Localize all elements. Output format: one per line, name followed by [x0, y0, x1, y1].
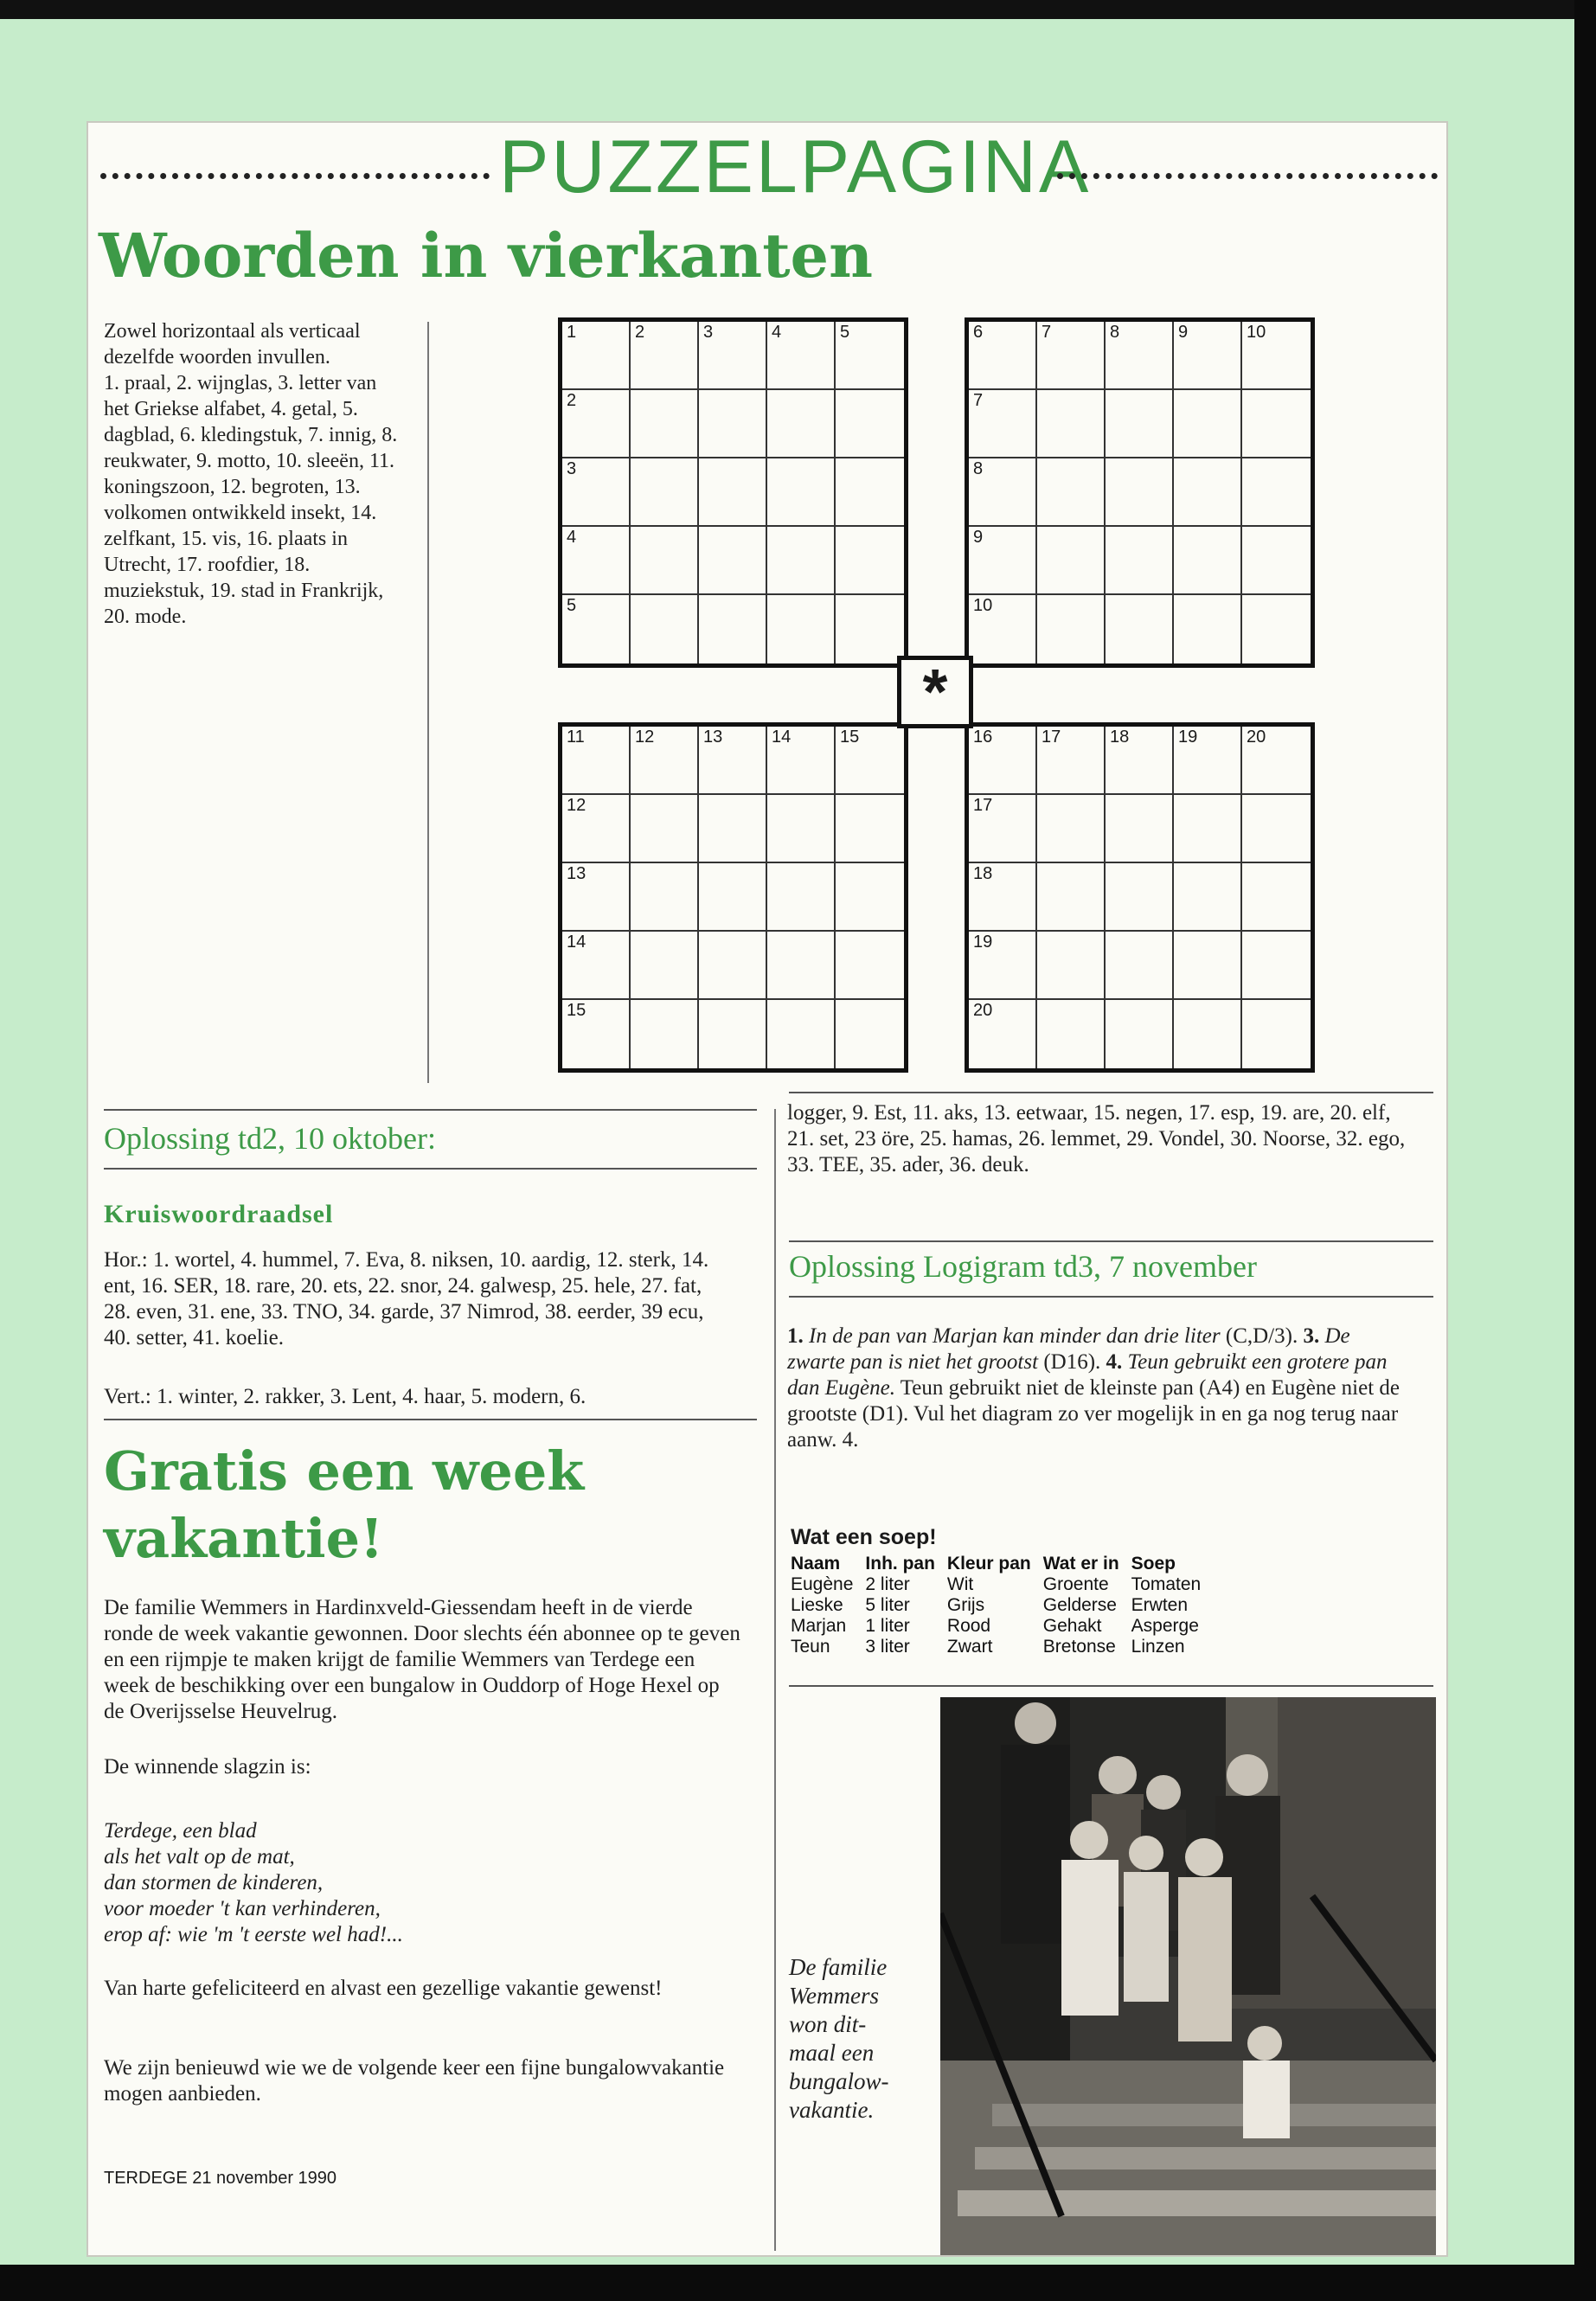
clue-number: 1: [567, 323, 577, 342]
step-text: De zwarte pan is niet het grootst: [787, 1324, 1350, 1374]
column-header: Inh. pan: [865, 1554, 935, 1574]
grid-cell: [562, 795, 631, 863]
grid-cell: [1174, 795, 1242, 863]
puzzle-instructions-text: Zowel horizontaal als verticaal dezelfde woorden invullen.: [104, 320, 361, 369]
clue-number: 7: [1042, 323, 1052, 342]
divider: [789, 1685, 1433, 1687]
grid-cell: [1174, 1000, 1242, 1068]
clue-number: 14: [772, 727, 792, 747]
clue-number: 9: [1178, 323, 1189, 342]
grid-cell: [1037, 458, 1106, 527]
grid-cell: [631, 527, 699, 595]
scan-edge-bottom: [0, 2265, 1596, 2301]
table-cell: Erwten: [1131, 1595, 1189, 1615]
clue-number: 17: [1042, 727, 1061, 747]
slogan-intro: De winnende slagzin is:: [104, 1755, 311, 1779]
clue-number: 10: [1247, 323, 1266, 342]
grid-cell: [631, 595, 699, 663]
header-dots-left: [100, 173, 490, 179]
poem-line: voor moeder 't kan verhinderen,: [104, 1897, 381, 1920]
clue-number: 5: [567, 596, 577, 615]
grid-cell: [969, 595, 1037, 663]
puzzle-grid-4: [965, 722, 1315, 1073]
table-row: [791, 1595, 1213, 1616]
soup-table: [791, 1554, 1213, 1657]
column-header: Naam: [791, 1554, 841, 1574]
caption-line: vakantie.: [789, 2097, 875, 2123]
grid-cell: [969, 390, 1037, 458]
grid-cell: [836, 458, 904, 527]
table-row: [791, 1637, 1213, 1657]
crossword-horizontal: Hor.: 1. wortel, 4. hummel, 7. Eva, 8. niksen, 10. aardig, 12. sterk, 14. ent, 16. SER, 18. rare, 20. ets, 22. snor, 24. galwesp, 25. hele, 27. fat, 28. even, 31. ene, 33. TNO, 34. garde, 37 Nimrod, 38. eerder, 39 ecu, 40. setter, 41. koelie.: [104, 1248, 709, 1349]
grid-cell: [1106, 595, 1174, 663]
grid-cell: [1037, 932, 1106, 1000]
grid-cell: [767, 458, 836, 527]
header-dots-right: [1057, 173, 1438, 179]
grid-cell: [836, 1000, 904, 1068]
grid-cell: [562, 1000, 631, 1068]
table-cell: Gehakt: [1042, 1616, 1102, 1636]
puzzle-grid-3: [558, 722, 908, 1073]
clue-number: 2: [567, 391, 577, 410]
grid-cell: [1242, 1000, 1311, 1068]
clue-number: 15: [840, 727, 860, 747]
grid-cell: [767, 1000, 836, 1068]
clue-number: 3: [567, 459, 577, 478]
clue-number: 20: [1247, 727, 1266, 747]
clue-number: 16: [973, 727, 993, 747]
grid-cell: [969, 527, 1037, 595]
grid-cell: [1106, 322, 1174, 390]
grid-cell: [1174, 390, 1242, 458]
clue-number: 12: [635, 727, 655, 747]
clue-number: 17: [973, 796, 993, 815]
step-number: 1.: [787, 1324, 804, 1348]
grid-cell: [1242, 390, 1311, 458]
grid-cell: [631, 458, 699, 527]
clue-number: 3: [703, 323, 714, 342]
grid-cell: [562, 322, 631, 390]
grid-cell: [1037, 795, 1106, 863]
clue-number: 2: [635, 323, 645, 342]
grid-cell: [767, 727, 836, 795]
family-photo-illustration: [940, 1697, 1436, 2255]
puzzle-grid-2: [965, 317, 1315, 668]
grid-cell: [836, 595, 904, 663]
column-header: Soep: [1131, 1554, 1176, 1574]
grid-cell: [699, 390, 767, 458]
poem-line: dan stormen de kinderen,: [104, 1871, 324, 1894]
logigram-explanation: [787, 1324, 1410, 1453]
table-cell: 1 liter: [865, 1616, 910, 1636]
grid-cell: [699, 932, 767, 1000]
grid-cell: [1037, 322, 1106, 390]
grid-cell: [562, 390, 631, 458]
table-cell: Zwart: [946, 1637, 993, 1657]
center-star-box: [897, 656, 973, 728]
divider: [104, 1109, 757, 1111]
grid-cell: [1174, 458, 1242, 527]
column-divider: [427, 322, 429, 1083]
grid-cell: [699, 863, 767, 932]
grid-cell: [969, 795, 1037, 863]
grid-cell: [1106, 390, 1174, 458]
grid-cell: [767, 390, 836, 458]
table-cell: Wit: [946, 1574, 974, 1594]
column-header: Wat er in: [1042, 1554, 1119, 1574]
clue-number: 10: [973, 596, 993, 615]
grid-cell: [836, 795, 904, 863]
table-cell: Linzen: [1131, 1637, 1185, 1657]
clue-number: 13: [703, 727, 723, 747]
table-cell: 3 liter: [865, 1637, 910, 1657]
grid-cell: [699, 795, 767, 863]
poem-line: Terdege, een blad: [104, 1819, 257, 1843]
clue-number: 9: [973, 528, 984, 547]
grid-cell: [1242, 322, 1311, 390]
grid-cell: [767, 795, 836, 863]
crossword-subheading: Kruiswoordraadsel: [104, 1200, 334, 1228]
grid-cell: [1037, 863, 1106, 932]
divider: [789, 1240, 1433, 1242]
crossword-vertical: Vert.: 1. winter, 2. rakker, 3. Lent, 4. haar, 5. modern, 6.: [104, 1385, 586, 1408]
grid-cell: [1106, 727, 1174, 795]
grid-cell: [699, 322, 767, 390]
caption-line: bungalow-: [789, 2068, 889, 2094]
grid-cell: [1242, 863, 1311, 932]
clue-number: 6: [973, 323, 984, 342]
grid-cell: [1174, 322, 1242, 390]
divider: [789, 1296, 1433, 1298]
grid-cell: [699, 727, 767, 795]
poem-line: als het valt op de mat,: [104, 1845, 295, 1868]
grid-cell: [1106, 458, 1174, 527]
step-ref: (D16).: [1038, 1350, 1101, 1374]
grid-cell: [699, 595, 767, 663]
caption-line: De familie: [789, 1954, 888, 1980]
grid-cell: [1174, 932, 1242, 1000]
vacation-title-line2: vakantie!: [104, 1507, 384, 1570]
grid-cell: [1174, 595, 1242, 663]
caption-line: maal een: [789, 2040, 875, 2066]
grid-cell: [562, 932, 631, 1000]
divider: [104, 1168, 757, 1170]
column-divider: [774, 1109, 776, 2251]
grid-cell: [836, 863, 904, 932]
poem-line: erop af: wie 'm 't eerste wel had!...: [104, 1923, 403, 1946]
table-cell: Teun: [791, 1637, 830, 1657]
grid-cell: [767, 527, 836, 595]
table-cell: Asperge: [1131, 1616, 1199, 1636]
grid-cell: [1242, 932, 1311, 1000]
table-cell: Marjan: [791, 1616, 847, 1636]
divider: [789, 1092, 1433, 1093]
grid-cell: [1037, 390, 1106, 458]
grid-cell: [631, 795, 699, 863]
table-cell: Rood: [946, 1616, 991, 1636]
grid-cell: [767, 863, 836, 932]
grid-cell: [969, 458, 1037, 527]
vacation-title-line1: Gratis een week: [104, 1439, 585, 1503]
table-cell: Groente: [1042, 1574, 1109, 1594]
closing-text: We zijn benieuwd wie we de volgende keer een fijne bungalowvakantie mogen aanbieden.: [104, 2056, 725, 2106]
clue-number: 7: [973, 391, 984, 410]
grid-cell: [1106, 527, 1174, 595]
clue-number: 8: [973, 459, 984, 478]
grid-cell: [562, 527, 631, 595]
vacation-title: [104, 1438, 584, 1573]
grid-cell: [1242, 595, 1311, 663]
clue-number: 4: [567, 528, 577, 547]
table-row: [791, 1616, 1213, 1637]
logigram-rest: Teun gebruikt niet de kleinste pan (A4) en Eugène niet de grootste (D1). Vul het diagram zo ver mogelijk in en ga nog terug naar aanw. 4.: [787, 1376, 1401, 1452]
grid-cell: [1106, 863, 1174, 932]
grid-cell: [1106, 1000, 1174, 1068]
section-title: PUZZELPAGINA: [499, 125, 1092, 208]
grid-cell: [969, 1000, 1037, 1068]
grid-cell: [836, 527, 904, 595]
grid-cell: [969, 863, 1037, 932]
grid-cell: [1106, 795, 1174, 863]
grid-cell: [836, 727, 904, 795]
step-text: Teun gebruikt een grotere pan dan Eugène.: [787, 1350, 1388, 1400]
grid-cell: [631, 322, 699, 390]
clue-number: 20: [973, 1001, 993, 1020]
grid-cell: [1174, 863, 1242, 932]
grid-cell: [1037, 727, 1106, 795]
table-cell: Gelderse: [1042, 1595, 1117, 1615]
table-cell: Tomaten: [1131, 1574, 1202, 1594]
puzzle-clues: 1. praal, 2. wijnglas, 3. letter van het Griekse alfabet, 4. getal, 5. dagblad, 6. kledingstuk, 7. innig, 8. reukwater, 9. motto, 10. sleeën, 11. koningszoon, 12. begroten, 13. volkomen ontwikkeld insekt, 14. zelfkant, 15. vis, 16. plaats in Utrecht, 17. roofdier, 18. muziekstuk, 19. stad in Frankrijk, 20. mode.: [104, 372, 398, 628]
table-cell: 2 liter: [865, 1574, 910, 1594]
page-title: Woorden in vierkanten: [99, 220, 873, 292]
grid-cell: [767, 595, 836, 663]
puzzle-grid-1: [558, 317, 908, 668]
scan-edge-right: [1574, 0, 1596, 2301]
congratulations: Van harte gefeliciteerd en alvast een gezellige vakantie gewenst!: [104, 1977, 663, 2000]
grid-cell: [562, 863, 631, 932]
table-cell: Eugène: [791, 1574, 854, 1594]
clue-number: 8: [1110, 323, 1120, 342]
grid-cell: [1037, 595, 1106, 663]
grid-cell: [699, 1000, 767, 1068]
vacation-body: De familie Wemmers in Hardinxveld-Giessendam heeft in de vierde ronde de week vakantie gewonnen. Door slechts één abonnee op te geven en een rijmpje te maken krijgt de familie Wemmers van Terdege een week de beschikking over een bungalow in Ouddorp of Hoge Hexel op de Overijsselse Heuvelrug.: [104, 1596, 740, 1723]
clue-number: 12: [567, 796, 586, 815]
divider: [104, 1419, 757, 1420]
grid-cell: [699, 527, 767, 595]
soup-table-title: Wat een soep!: [791, 1525, 937, 1549]
solution-td2-heading: Oplossing td2, 10 oktober:: [104, 1121, 436, 1156]
step-number: 4.: [1106, 1350, 1123, 1374]
grid-cell: [699, 458, 767, 527]
grid-cell: [836, 322, 904, 390]
clue-number: 19: [1178, 727, 1198, 747]
grid-cell: [562, 595, 631, 663]
grid-cell: [1037, 1000, 1106, 1068]
winning-poem: [104, 1818, 744, 1948]
footer: TERDEGE 21 november 1990: [104, 2169, 337, 2188]
grid-cell: [1174, 727, 1242, 795]
caption-line: won dit-: [789, 2011, 867, 2037]
grid-cell: [1106, 932, 1174, 1000]
grid-cell: [969, 727, 1037, 795]
grid-cell: [631, 390, 699, 458]
grid-cell: [767, 322, 836, 390]
puzzle-instructions: [104, 318, 407, 630]
grid-cell: [1242, 458, 1311, 527]
scan-edge-top: [0, 0, 1596, 19]
grid-cell: [1174, 527, 1242, 595]
step-ref: (C,D/3).: [1220, 1324, 1298, 1348]
logigram-heading: Oplossing Logigram td3, 7 november: [789, 1249, 1257, 1284]
clue-number: 18: [973, 864, 993, 883]
grid-cell: [1242, 727, 1311, 795]
grid-cell: [767, 932, 836, 1000]
grid-cell: [969, 932, 1037, 1000]
magazine-page: [87, 121, 1448, 2257]
clue-number: 5: [840, 323, 850, 342]
clue-number: 14: [567, 933, 586, 952]
grid-cell: [631, 727, 699, 795]
grid-cell: [631, 1000, 699, 1068]
grid-cell: [562, 727, 631, 795]
asterisk-icon: *: [922, 656, 948, 727]
photo-caption: [789, 1953, 910, 2125]
grid-cell: [1242, 795, 1311, 863]
clue-number: 13: [567, 864, 586, 883]
table-header-row: [791, 1554, 1213, 1574]
grid-cell: [562, 458, 631, 527]
crossword-vertical-continued: logger, 9. Est, 11. aks, 13. eetwaar, 15. negen, 17. esp, 19. are, 20. elf, 21. set, 23 öre, 25. hamas, 26. lemmet, 29. Vondel, 30. Noorse, 32. ego, 33. TEE, 35. ader, 36. deuk.: [787, 1101, 1406, 1176]
grid-cell: [836, 932, 904, 1000]
table-row: [791, 1574, 1213, 1595]
table-cell: 5 liter: [865, 1595, 910, 1615]
clue-number: 4: [772, 323, 782, 342]
column-header: Kleur pan: [946, 1554, 1031, 1574]
grid-cell: [1037, 527, 1106, 595]
family-photo: [940, 1697, 1436, 2255]
step-text: In de pan van Marjan kan minder dan drie liter: [809, 1324, 1221, 1348]
clue-number: 11: [567, 727, 585, 747]
caption-line: Wemmers: [789, 1983, 879, 2009]
table-cell: Lieske: [791, 1595, 843, 1615]
clue-number: 18: [1110, 727, 1130, 747]
grid-cell: [631, 863, 699, 932]
table-cell: Bretonse: [1042, 1637, 1116, 1657]
step-number: 3.: [1303, 1324, 1320, 1348]
clue-number: 19: [973, 933, 993, 952]
grid-cell: [836, 390, 904, 458]
clue-number: 15: [567, 1001, 586, 1020]
grid-cell: [631, 932, 699, 1000]
table-cell: Grijs: [946, 1595, 985, 1615]
grid-cell: [969, 322, 1037, 390]
grid-cell: [1242, 527, 1311, 595]
